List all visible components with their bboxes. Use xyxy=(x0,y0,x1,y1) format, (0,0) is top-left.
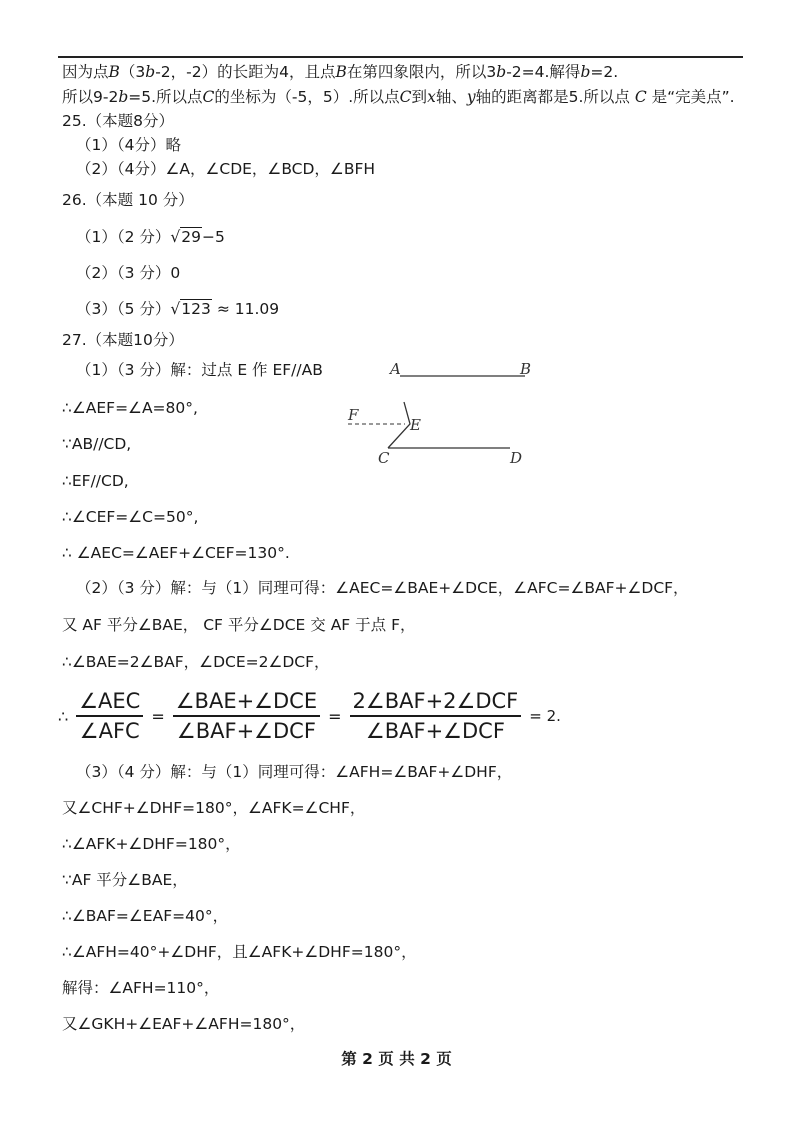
equals-sign-2: = xyxy=(328,706,342,726)
q27-part3-line3: ∵AF 平分∠BAE， xyxy=(62,871,188,889)
q27-part3-line5: ∴∠AFH=40°+∠DHF，且∠AFK+∠DHF=180°， xyxy=(62,943,417,961)
fraction-3 xyxy=(350,688,522,744)
fraction-2-numerator: ∠BAE+∠DCE xyxy=(173,688,320,717)
label-d: D xyxy=(510,449,523,467)
q27-part3-line4: ∴∠BAF=∠EAF=40°， xyxy=(62,907,229,925)
fraction-3-numerator: 2∠BAF+2∠DCF xyxy=(350,688,522,717)
fraction-2 xyxy=(173,688,320,744)
q27-part1-line4: ∴∠CEF=∠C=50°, xyxy=(62,508,199,526)
q27-part1-line2: ∵AB//CD, xyxy=(62,435,132,453)
fraction-equation xyxy=(58,688,569,744)
solution-line-1: 因为点B（3b-2，-2）的长距为4，且点B在第四象限内，所以3b-2=4.解得b=2. xyxy=(62,63,619,81)
q25-part2: （2）（4分）∠A，∠CDE，∠BCD，∠BFH xyxy=(76,160,376,178)
q25-part1: （1）（4分）略 xyxy=(76,136,181,154)
label-b: B xyxy=(520,360,532,378)
q27-part1-line1: ∴∠AEF=∠A=80°, xyxy=(62,399,198,417)
fraction-1-numerator: ∠AEC xyxy=(76,688,143,717)
q27-part3-line1: 又∠CHF+∠DHF=180°，∠AFK=∠CHF， xyxy=(62,799,366,817)
label-c: C xyxy=(378,449,390,467)
equals-sign-1: = xyxy=(151,706,165,726)
q26-title: 26.（本题 10 分） xyxy=(62,191,194,209)
top-rule xyxy=(58,56,743,58)
fraction-2-denominator: ∠BAF+∠DCF xyxy=(176,719,316,743)
therefore-symbol: ∴ xyxy=(58,706,69,726)
q27-part2-intro: （2）（3 分）解：与（1）同理可得：∠AEC=∠BAE+∠DCE，∠AFC=∠BAF+∠DCF， xyxy=(76,579,689,597)
fraction-1 xyxy=(76,688,143,744)
line-aec xyxy=(388,402,410,448)
page-footer: 第 2 页 共 2 页 xyxy=(341,1050,452,1068)
label-f: F xyxy=(348,406,359,424)
label-e: E xyxy=(410,416,421,434)
fraction-1-denominator: ∠AFC xyxy=(79,719,140,743)
q26-part2: （2）（3 分）0 xyxy=(76,264,181,282)
solution-line-2: 所以9-2b=5.所以点C的坐标为（-5，5）.所以点C到x轴、y轴的距离都是5.所以点 C 是“完美点”. xyxy=(62,88,735,106)
label-a: A xyxy=(390,360,401,378)
equation-result: = 2. xyxy=(529,707,561,725)
q27-part3-intro: （3）（4 分）解：与（1）同理可得：∠AFH=∠BAF+∠DHF， xyxy=(76,763,513,781)
q27-part3-line7: 又∠GKH+∠EAF+∠AFH=180°， xyxy=(62,1015,306,1033)
fraction-3-denominator: ∠BAF+∠DCF xyxy=(365,719,505,743)
q27-part2-line2: ∴∠BAE=2∠BAF，∠DCE=2∠DCF， xyxy=(62,653,330,671)
q27-part1-intro: （1）（3 分）解：过点 E 作 EF//AB xyxy=(76,361,323,379)
q27-part1-line3: ∴EF//CD, xyxy=(62,472,129,490)
geometry-figure xyxy=(340,352,540,472)
q27-title: 27.（本题10分） xyxy=(62,331,184,349)
q27-part3-line6: 解得：∠AFH=110°， xyxy=(62,979,220,997)
q26-part3: （3）（5 分）√123 ≈ 11.09 xyxy=(76,300,280,318)
q27-part2-line1: 又 AF 平分∠BAE， CF 平分∠DCE 交 AF 于点 F， xyxy=(62,616,416,634)
q27-part3-line2: ∴∠AFK+∠DHF=180°， xyxy=(62,835,241,853)
q26-part1: （1）（2 分）√29−5 xyxy=(76,228,225,246)
q27-part1-line5: ∴ ∠AEC=∠AEF+∠CEF=130°. xyxy=(62,544,290,562)
q25-title: 25.（本题8分） xyxy=(62,112,175,130)
